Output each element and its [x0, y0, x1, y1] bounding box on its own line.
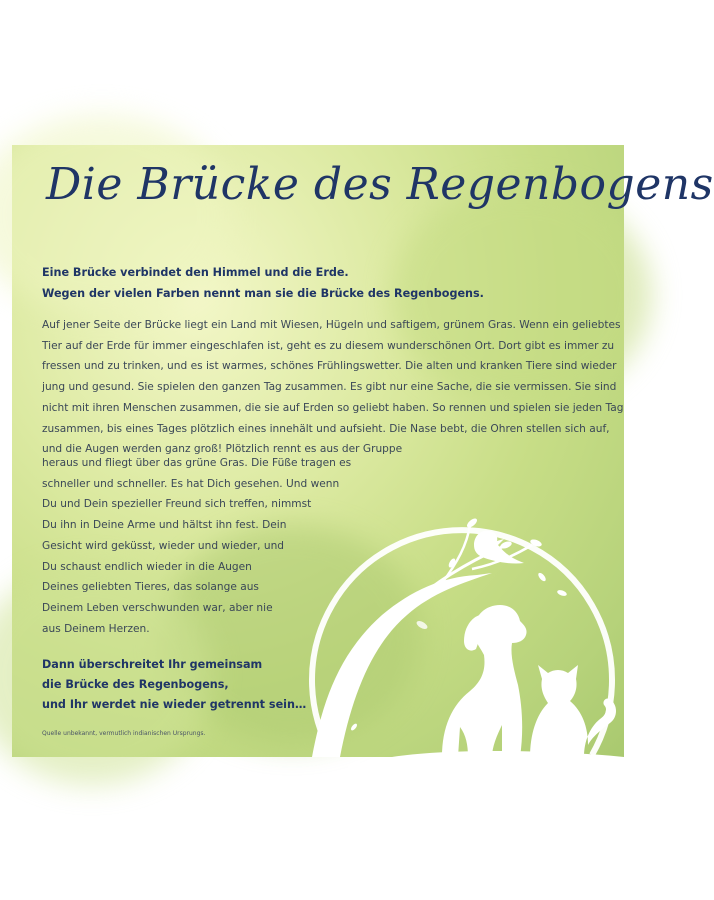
poem-card	[12, 145, 714, 757]
body-line: Gesicht wird geküsst, wieder und wieder, und	[42, 539, 285, 552]
ground	[392, 751, 624, 757]
dog-cat-silhouette-illustration	[292, 465, 624, 757]
body-line: aus Deinem Herzen.	[42, 622, 150, 635]
ending-line: und Ihr werdet nie wieder getrennt sein…	[42, 698, 307, 711]
body-line: schneller und schneller. Es hat Dich gesehen. Und wenn	[42, 477, 340, 490]
body-line: zusammen, bis eines Tages plötzlich eines innehält und aufsieht. Die Nase bebt, die Ohren stellen sich auf,	[42, 422, 610, 435]
body-line: Deinem Leben verschwunden war, aber nie	[42, 601, 273, 614]
lead-line: Eine Brücke verbindet den Himmel und die Erde.	[42, 266, 349, 279]
body-line: jung und gesund. Sie spielen den ganzen Tag zusammen. Es gibt nur eine Sache, die sie vermissen. Sie sind	[42, 381, 617, 394]
page-title: Die Brücke des Regenbogens	[46, 159, 714, 210]
ending-line: die Brücke des Regenbogens,	[42, 678, 229, 691]
body-paragraph-top	[42, 315, 624, 460]
body-line: Deines geliebten Tieres, das solange aus	[42, 581, 259, 594]
dog-icon	[442, 605, 527, 757]
lead-line: Wegen der vielen Farben nennt man sie die Brücke des Regenbogens.	[42, 287, 484, 300]
body-line: Du schaust endlich wieder in die Augen	[42, 560, 252, 573]
lead-paragraph	[42, 262, 602, 304]
leaf-icon	[556, 589, 567, 597]
cat-icon	[530, 665, 616, 757]
body-line: heraus und fliegt über das grüne Gras. Die Füße tragen es	[42, 457, 352, 469]
body-line: fressen und zu trinken, und es ist warmes, schönes Frühlingswetter. Die alten und kranken Tiere sind wieder	[42, 360, 617, 373]
leaf-icon	[350, 723, 358, 732]
body-line: nicht mit ihren Menschen zusammen, die sie auf Erden so geliebt haben. So rennen und spielen sie jeden Tag	[42, 401, 624, 414]
body-line: Du und Dein spezieller Freund sich treffen, nimmst	[42, 498, 312, 511]
leaf-icon	[415, 619, 428, 630]
leaf-icon	[346, 759, 361, 771]
body-line: und die Augen werden ganz groß! Plötzlich rennt es aus der Gruppe	[42, 443, 403, 456]
dog-ear	[464, 615, 481, 651]
body-line: Du ihn in Deine Arme und hältst ihn fest. Dein	[42, 519, 287, 532]
ending-line: Dann überschreitet Ihr gemeinsam	[42, 658, 263, 671]
body-line: Tier auf der Erde für immer eingeschlafen ist, geht es zu diesem wunderschönen Ort. Dort gibt es immer zu	[42, 339, 615, 352]
leaf-icon	[537, 572, 547, 583]
source-note: Quelle unbekannt, vermutlich indianischen Ursprungs.	[42, 730, 206, 737]
body-line: Auf jener Seite der Brücke liegt ein Land mit Wiesen, Hügeln und saftigem, grünem Gras. Wenn ein geliebtes	[42, 319, 621, 331]
